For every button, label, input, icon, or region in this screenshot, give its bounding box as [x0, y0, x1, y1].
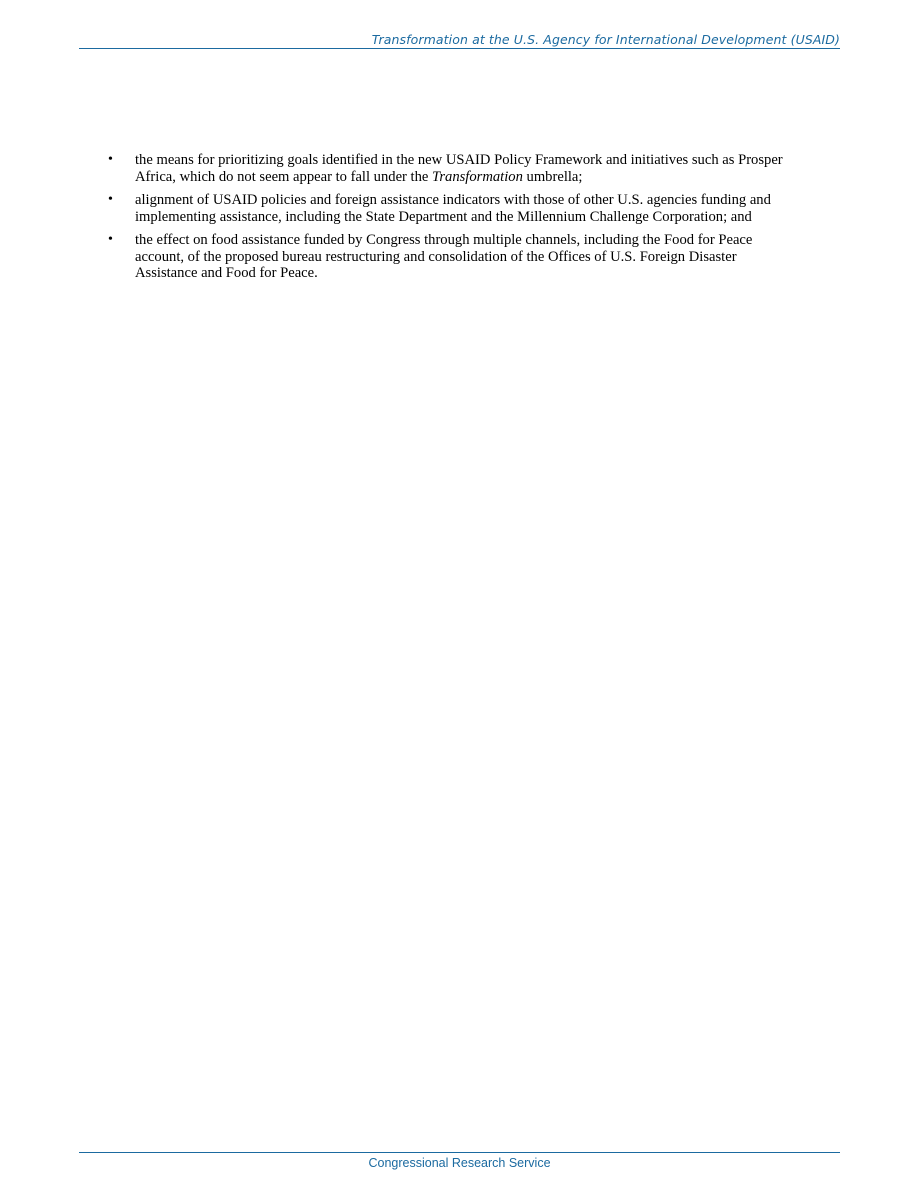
page-footer [79, 1152, 840, 1172]
list-item [108, 152, 788, 185]
bullet-text [135, 152, 783, 185]
bullet-emphasis: Transformation [432, 168, 523, 185]
bullet-text [135, 232, 752, 281]
list-item [108, 232, 788, 282]
issues-bullet-list [108, 152, 788, 289]
bullet-text [135, 192, 771, 225]
bullet-icon: • [108, 232, 113, 247]
running-header-title: Transformation at the U.S. Agency for International Development (USAID) [371, 32, 840, 47]
page-header [79, 31, 840, 49]
bullet-text-part: umbrella; [522, 168, 583, 185]
list-item [108, 192, 788, 225]
bullet-text-part: alignment of USAID policies and foreign assistance indicators with those of other U.S. agencies funding and implementing assistance, including the State Department and the Millennium Challenge Corporation; and [135, 192, 771, 225]
bullet-icon: • [108, 152, 113, 167]
bullet-text-part: the means for prioritizing goals identified in the new USAID Policy Framework and initiatives such as Prosper Africa, which do not seem appear to fall under the [135, 152, 783, 185]
footer-organization: Congressional Research Service [368, 1156, 551, 1170]
bullet-icon: • [108, 192, 113, 207]
bullet-text-part: the effect on food assistance funded by Congress through multiple channels, including the Food for Peace account, of the proposed bureau restructuring and consolidation of the Offices of U.S. Foreign Disaster Assistance and Food for Peace. [135, 232, 753, 281]
